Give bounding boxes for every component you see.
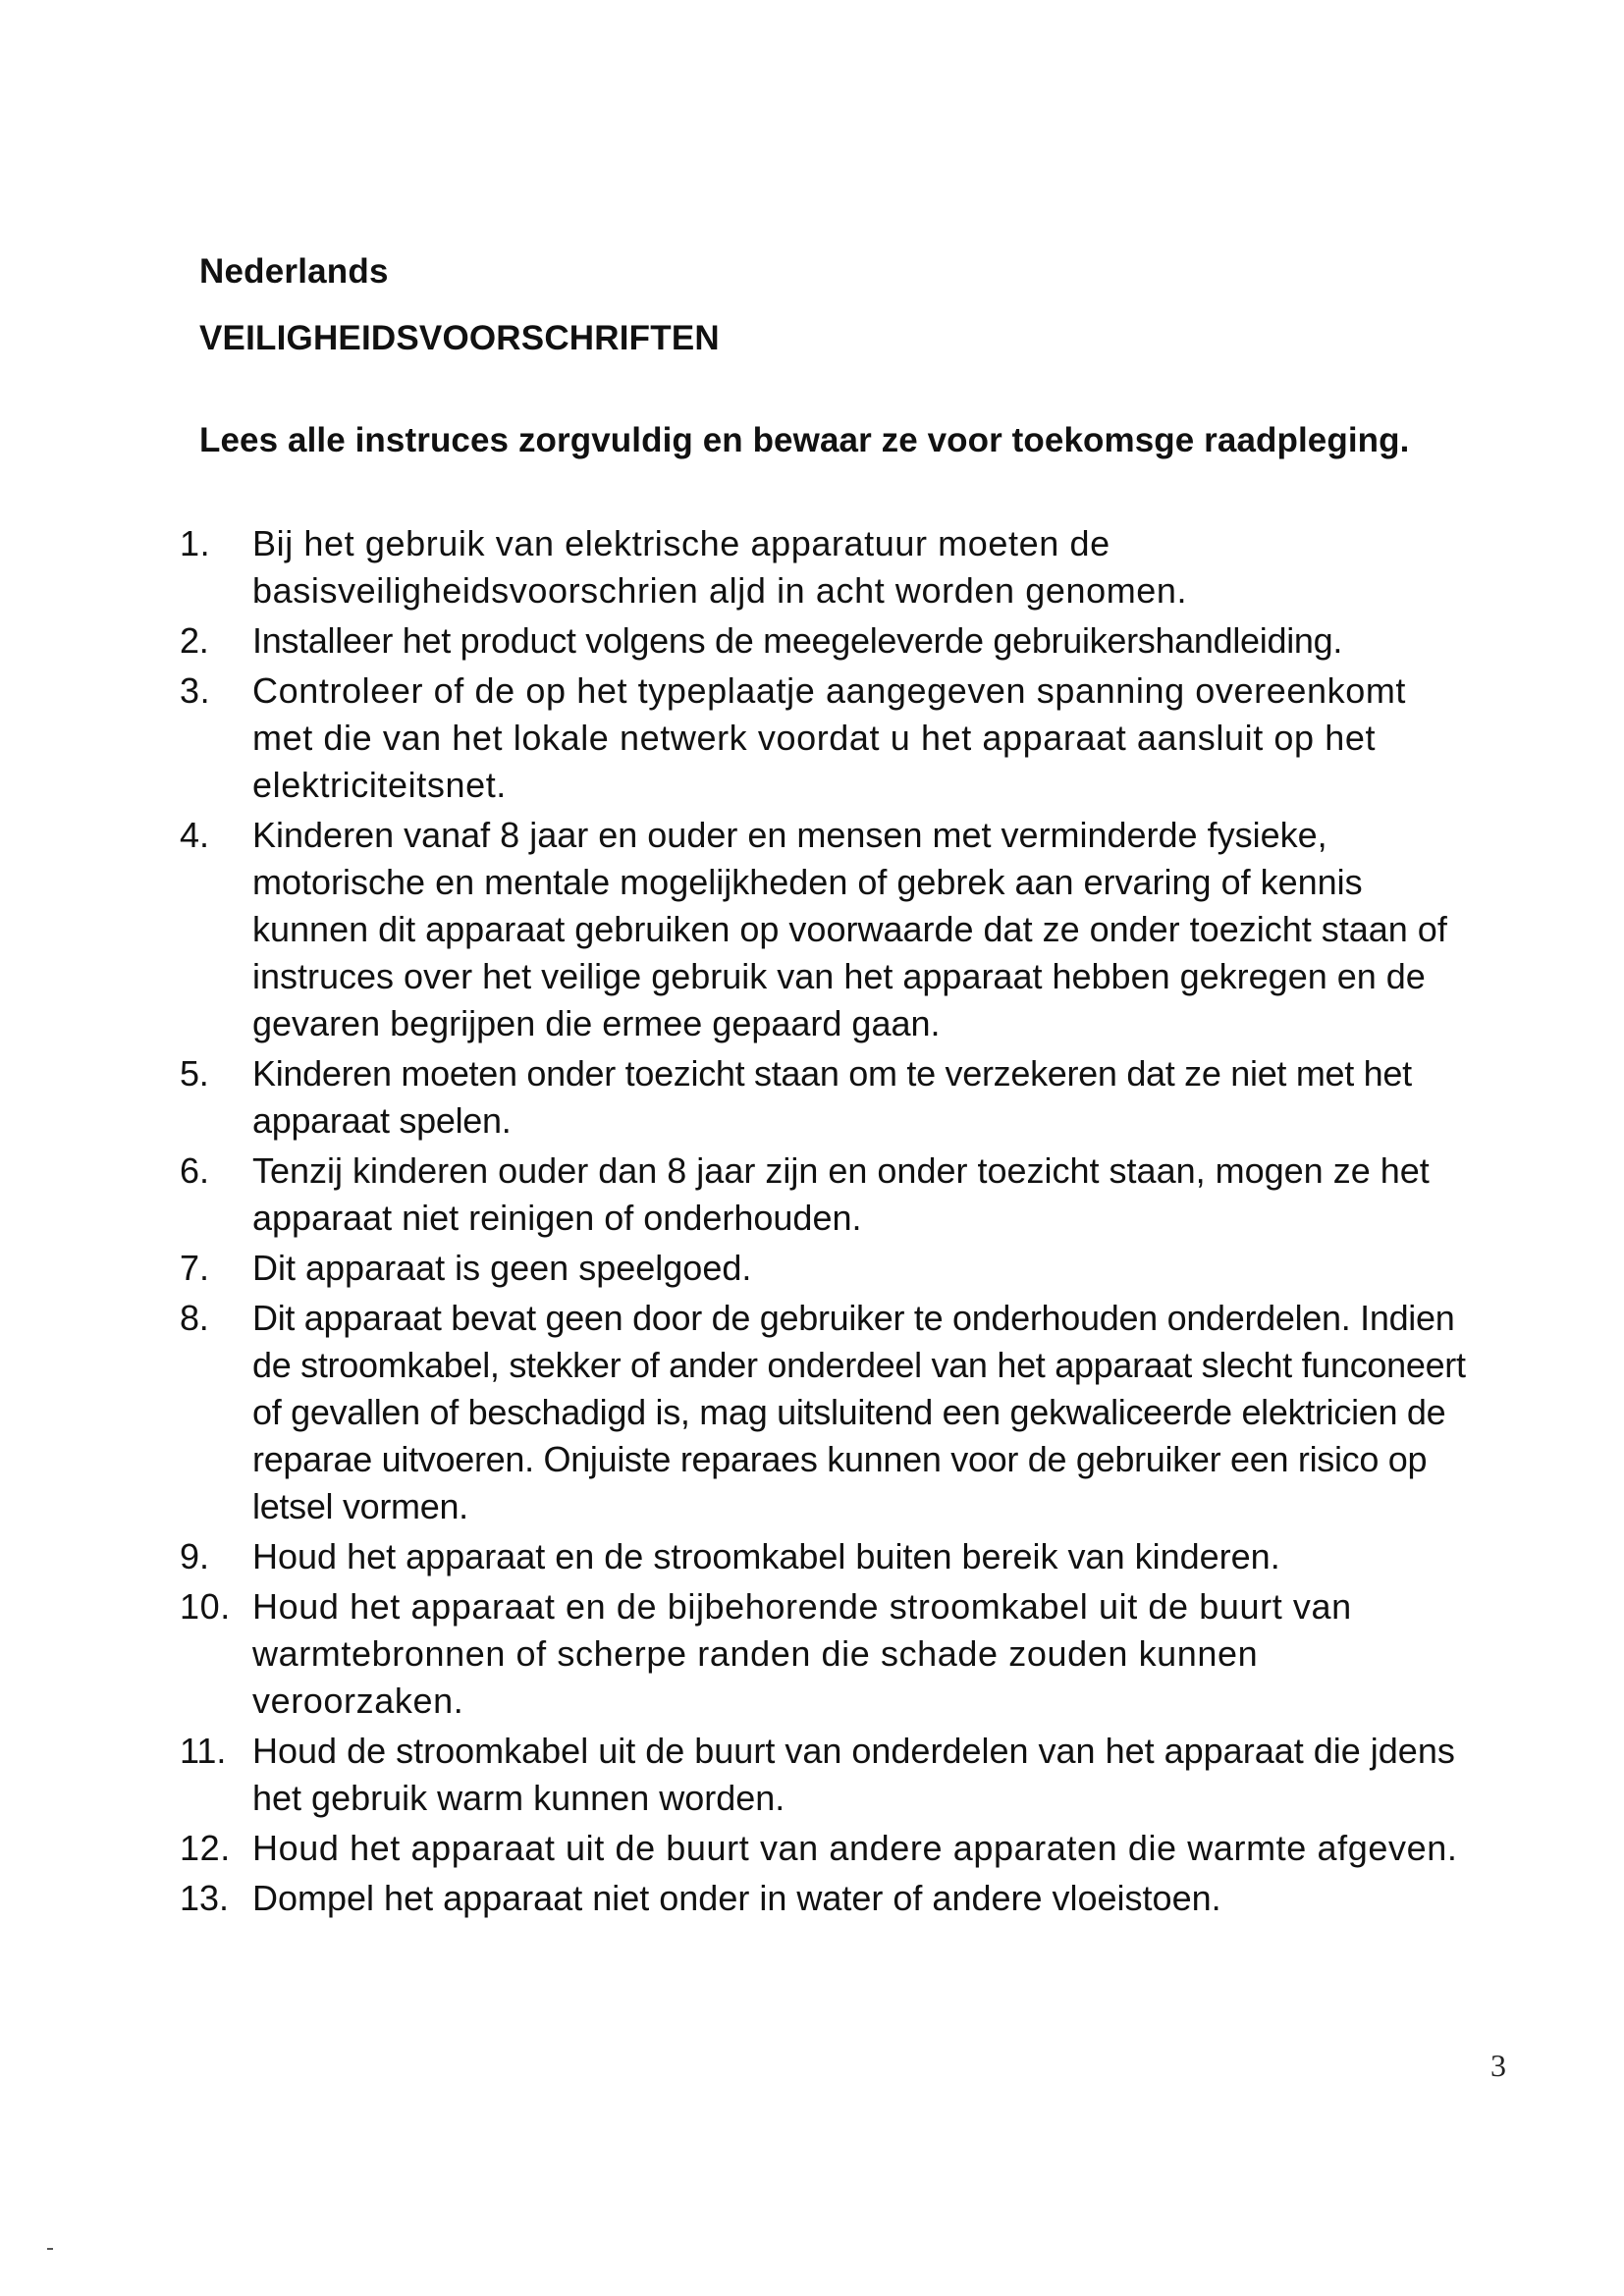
item-text: Installeer het product volgens de meegeleverde gebruikershandleiding.	[252, 620, 1343, 661]
item-text: Tenzij kinderen ouder dan 8 jaar zijn en onder toezicht staan, mogen ze het apparaat niet reinigen of onderhouden.	[252, 1150, 1430, 1238]
item-number: 11.	[180, 1731, 227, 1771]
item-number: 7.	[180, 1248, 210, 1288]
list-item	[180, 812, 1466, 1047]
item-number: 6.	[180, 1150, 210, 1191]
language-heading: Nederlands	[199, 252, 389, 291]
page-number: 3	[1490, 2048, 1506, 2083]
item-text: Kinderen moeten onder toezicht staan om te verzekeren dat ze niet met het apparaat spelen.	[252, 1053, 1412, 1141]
safety-instructions-list	[180, 520, 1466, 1925]
list-item	[180, 1533, 1466, 1580]
item-text: Dit apparaat is geen speelgoed.	[252, 1248, 752, 1288]
list-item	[180, 667, 1466, 809]
list-item	[180, 520, 1466, 614]
item-number: 1.	[180, 523, 211, 563]
item-number: 12.	[180, 1828, 231, 1868]
item-number: 5.	[180, 1053, 209, 1094]
item-number: 10.	[180, 1586, 231, 1627]
item-text: Controleer of de op het typeplaatje aangegeven spanning overeenkomt met die van het lokale netwerk voordat u het apparaat aansluit op het elektriciteitsnet.	[252, 670, 1407, 805]
margin-mark	[47, 2248, 53, 2250]
item-text: Bij het gebruik van elektrische apparatuur moeten de basisveiligheidsvoorschrien aljd in acht worden genomen.	[252, 523, 1188, 611]
item-text: Dompel het apparaat niet onder in water of andere vloeistoen.	[252, 1878, 1221, 1918]
item-text: Dit apparaat bevat geen door de gebruiker te onderhouden onderdelen. Indien de stroomkabel, stekker of ander onderdeel van het apparaat slecht funconeert of gevallen of beschadigd is, mag uitsluitend een gekwaliceerde elektricien de reparae uitvoeren. Onjuiste reparaes kunnen voor de gebruiker een risico op letsel vormen.	[252, 1298, 1466, 1526]
item-number: 9.	[180, 1536, 210, 1576]
page-title: VEILIGHEIDSVOORSCHRIFTEN	[199, 319, 720, 357]
item-number: 8.	[180, 1298, 209, 1338]
item-text: Houd het apparaat en de stroomkabel buiten bereik van kinderen.	[252, 1536, 1280, 1576]
item-number: 4.	[180, 815, 210, 855]
list-item	[180, 1728, 1466, 1822]
item-text: Kinderen vanaf 8 jaar en ouder en mensen met verminderde fysieke, motorische en mentale mogelijkheden of gebrek aan ervaring of kennis kunnen dit apparaat gebruiken op voorwaarde dat ze onder toezicht staan of instruces over het veilige gebruik van het apparaat hebben gekregen en de gevaren begrijpen die ermee gepaard gaan.	[252, 815, 1447, 1043]
list-item	[180, 1148, 1466, 1242]
list-item	[180, 1875, 1466, 1922]
item-text: Houd het apparaat uit de buurt van andere apparaten die warmte afgeven.	[252, 1828, 1458, 1868]
list-item	[180, 1245, 1466, 1292]
list-item	[180, 1295, 1466, 1530]
item-number: 3.	[180, 670, 211, 711]
item-number: 13.	[180, 1878, 230, 1918]
list-item	[180, 1583, 1466, 1725]
item-text: Houd het apparaat en de bijbehorende stroomkabel uit de buurt van warmtebronnen of scherpe randen die schade zouden kunnen veroorzaken.	[252, 1586, 1352, 1721]
intro-instruction: Lees alle instruces zorgvuldig en bewaar ze voor toekomsge raadpleging.	[199, 421, 1410, 459]
list-item	[180, 1825, 1466, 1872]
item-text: Houd de stroomkabel uit de buurt van onderdelen van het apparaat die jdens het gebruik warm kunnen worden.	[252, 1731, 1455, 1818]
list-item	[180, 1050, 1466, 1145]
item-number: 2.	[180, 620, 209, 661]
list-item	[180, 617, 1466, 665]
